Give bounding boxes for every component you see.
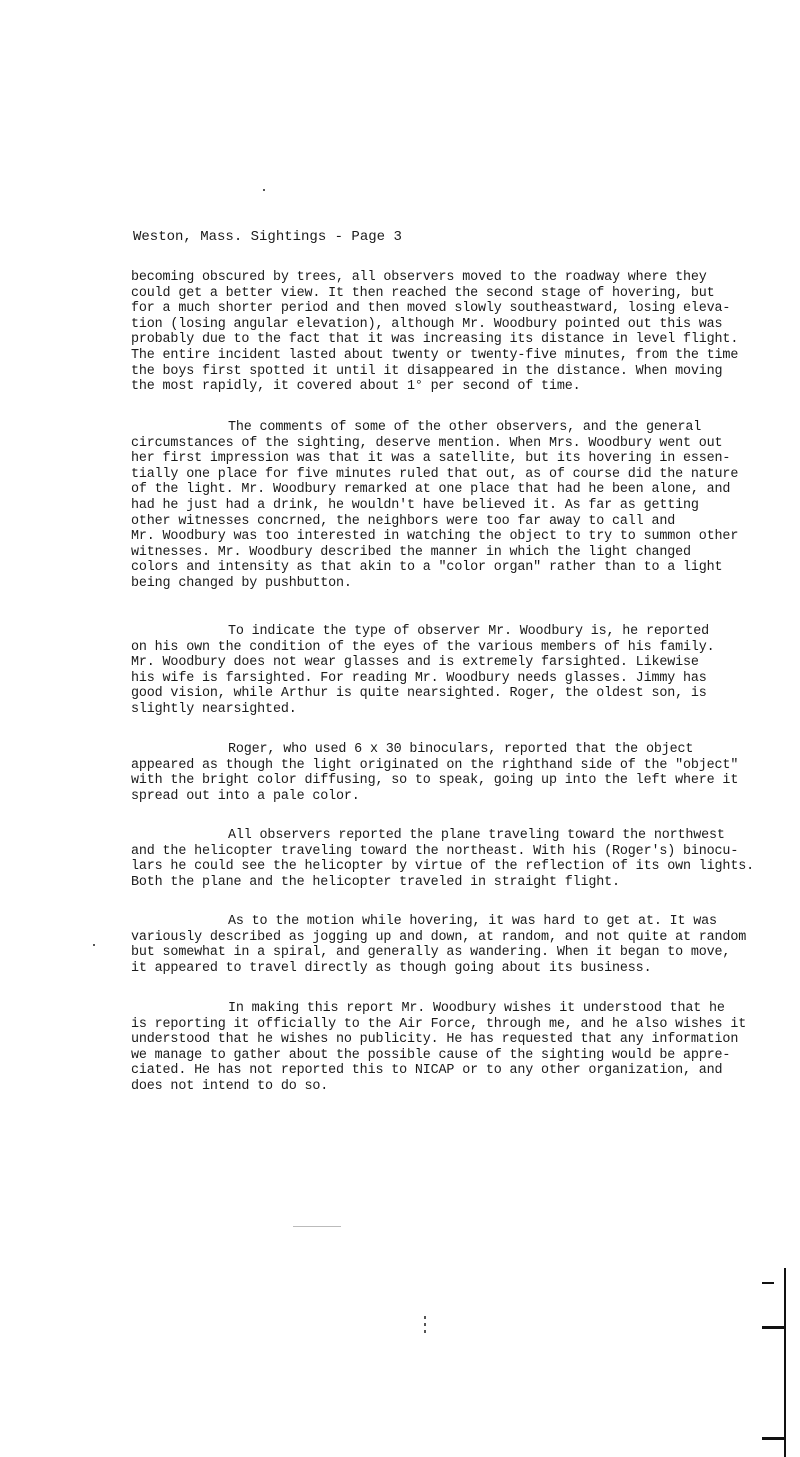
paragraph-line: the most rapidly, it covered about 1° per second of time. (131, 379, 581, 395)
paragraph-7 (131, 1001, 747, 1095)
paragraph-line: tially one place for five minutes ruled that out, as of course did the nature (131, 466, 739, 482)
paragraph-line: In making this report Mr. Woodbury wishes it understood that he (228, 1001, 725, 1016)
scan-speck (424, 1316, 426, 1319)
paragraph-line: it appeared to travel directly as though going about its business. (131, 960, 652, 976)
paragraph-6 (131, 914, 747, 976)
scan-speck (263, 189, 265, 191)
paragraph-line: witnesses. Mr. Woodbury described the manner in which the light changed (131, 544, 691, 560)
paragraph-line: becoming obscured by trees, all observers moved to the roadway where they (131, 270, 707, 285)
paragraph-line: on his own the condition of the eyes of the various members of his family. (131, 639, 715, 655)
paragraph-3 (131, 624, 715, 718)
paragraph-line: understood that he wishes no publicity. He has requested that any information (131, 1032, 739, 1048)
edge-tick-mark (762, 1326, 784, 1329)
paragraph-line: other witnesses concrned, the neighbors were too far away to call and (131, 513, 676, 529)
paragraph-line: As to the motion while hovering, it was hard to get at. It was (228, 914, 717, 929)
scan-speck (424, 1323, 426, 1326)
paragraph-line: but somewhat in a spiral, and generally as wandering. When it began to move, (131, 945, 731, 961)
paragraph-line: lars he could see the helicopter by virtue of the reflection of its own lights. (131, 859, 754, 875)
paragraph-line: Roger, who used 6 x 30 binoculars, reported that the object (228, 742, 694, 757)
page-header: Weston, Mass. Sightings - Page 3 (133, 229, 402, 245)
paragraph-line: his wife is farsighted. For reading Mr. Woodbury needs glasses. Jimmy has (131, 670, 707, 686)
paragraph-line: circumstances of the sighting, deserve mention. When Mrs. Woodbury went out (131, 435, 723, 451)
paragraph-line: with the bright color diffusing, so to speak, going up into the left where it (131, 773, 739, 789)
paragraph-line: appeared as though the light originated on the righthand side of the "object" (131, 757, 739, 773)
paragraph-line: To indicate the type of observer Mr. Woodbury is, he reported (228, 624, 710, 639)
edge-tick-mark (762, 1437, 784, 1440)
paragraph-line: The comments of some of the other observers, and the general (228, 420, 702, 435)
paragraph-line: her first impression was that it was a satellite, but its hovering in essen- (131, 451, 731, 467)
paragraph-5 (131, 828, 754, 890)
paragraph-line: Mr. Woodbury does not wear glasses and is extremely farsighted. Likewise (131, 655, 699, 671)
paragraph-line: ciated. He has not reported this to NICAP or to any other organization, and (131, 1063, 723, 1079)
paragraph-line: colors and intensity as that akin to a "color organ" rather than to a light (131, 560, 723, 576)
page-edge-line (784, 1268, 786, 1457)
paragraph-line: being changed by pushbutton. (131, 575, 352, 591)
paragraph-line: The entire incident lasted about twenty or twenty-five minutes, from the time (131, 347, 739, 363)
paragraph-line: Both the plane and the helicopter traveled in straight flight. (131, 874, 620, 890)
paragraph-line: the boys first spotted it until it disappeared in the distance. When moving (131, 363, 723, 379)
scan-speck (93, 944, 95, 946)
paragraph-line: does not intend to do so. (131, 1078, 329, 1094)
paragraph-line: and the helicopter traveling toward the northeast. With his (Roger's) binocu- (131, 843, 739, 859)
paragraph-line: slightly nearsighted. (131, 701, 297, 717)
edge-tick-mark (762, 1282, 774, 1284)
paragraph-line: spread out into a pale color. (131, 788, 360, 804)
scan-faint-line (293, 1226, 341, 1227)
paragraph-line: All observers reported the plane traveling toward the northwest (228, 828, 725, 843)
paragraph-line: is reporting it officially to the Air Force, through me, and he also wishes it (131, 1016, 747, 1032)
paragraph-1 (131, 270, 739, 395)
paragraph-line: tion (losing angular elevation), although Mr. Woodbury pointed out this was (131, 316, 723, 332)
paragraph-line: probably due to the fact that it was increasing its distance in level flight. (131, 332, 739, 348)
paragraph-4 (131, 742, 739, 804)
paragraph-line: could get a better view. It then reached the second stage of hovering, but (131, 285, 715, 301)
paragraph-line: variously described as jogging up and down, at random, and not quite at random (131, 929, 747, 945)
paragraph-line: good vision, while Arthur is quite nearsighted. Roger, the oldest son, is (131, 686, 707, 702)
scan-speck (424, 1330, 426, 1333)
paragraph-line: of the light. Mr. Woodbury remarked at one place that had he been alone, and (131, 482, 731, 498)
paragraph-line: we manage to gather about the possible cause of the sighting would be appre- (131, 1047, 731, 1063)
paragraph-2 (131, 420, 739, 592)
paragraph-line: had he just had a drink, he wouldn't have believed it. As far as getting (131, 497, 699, 513)
paragraph-line: Mr. Woodbury was too interested in watching the object to try to summon other (131, 529, 739, 545)
paragraph-line: for a much shorter period and then moved slowly southeastward, losing eleva- (131, 301, 731, 317)
